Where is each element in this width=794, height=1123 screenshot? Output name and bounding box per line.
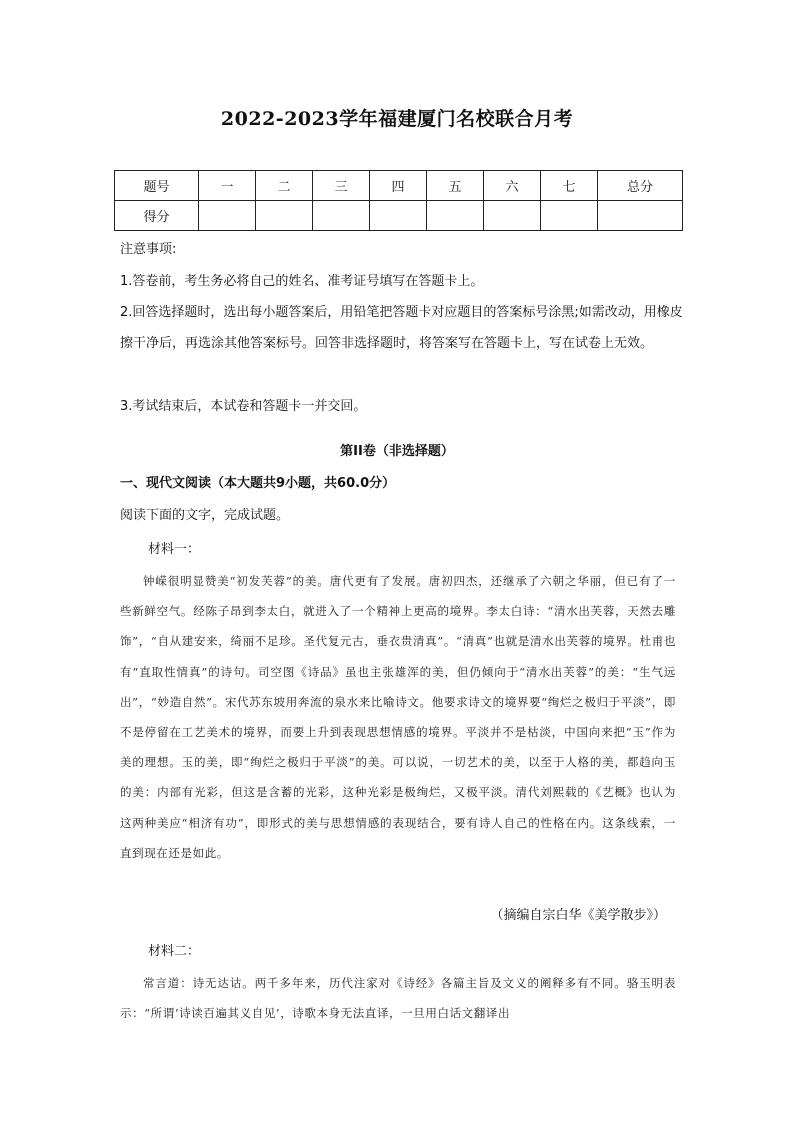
- header-cell: 七: [541, 171, 598, 201]
- exam-title: 2022-2023学年福建厦门名校联合月考: [220, 108, 574, 130]
- score-cell[interactable]: [370, 201, 427, 231]
- header-cell: 四: [370, 171, 427, 201]
- score-cell[interactable]: [313, 201, 370, 231]
- score-cell[interactable]: [199, 201, 256, 231]
- header-cell: 五: [427, 171, 484, 201]
- note-item-1: 1.答卷前，考生务必将自己的姓名、准考证号填写在答题卡上。: [120, 274, 484, 289]
- score-row-label: 得分: [115, 201, 199, 231]
- header-cell: 三: [313, 171, 370, 201]
- material-1-label: 材料一：: [148, 542, 201, 557]
- score-cell[interactable]: [598, 201, 683, 231]
- header-cell: 总分: [598, 171, 683, 201]
- header-cell: 一: [199, 171, 256, 201]
- header-cell: 六: [484, 171, 541, 201]
- question-heading: 一、现代文阅读（本大题共9小题，共60.0分）: [120, 476, 396, 491]
- material-1-text: 钟嵘很明显赞美“初发芙蓉”的美。唐代更有了发展。唐初四杰，还继承了六朝之华丽，但已有了一些新鲜空气。经陈子昂到李太白，就进入了一个精神上更高的境界。李太白诗：“清水出芙蓉，天然去雕饰”，“自从建安来，绮丽不足珍。圣代复元古，垂衣贵清真”。“清真”也就是清水出芙蓉的境界。杜甫也有“直取性情真”的诗句。司空图《诗品》虽也主张雄浑的美，但仍倾向于“清水出芙蓉”的美：“生气远出”，“妙造自然”。宋代苏东坡用奔流的泉水来比喻诗文。他要求诗文的境界要“绚烂之极归于平淡”，即不是停留在工艺美术的境界，而要上升到表现思想情感的境界。平淡并不是枯淡，中国向来把“玉”作为美的理想。玉的美，即“绚烂之极归于平淡”的美。可以说，一切艺术的美，以至于人格的美，都趋向玉的美：内部有光彩，但这是含蓄的光彩，这种光彩是极绚烂，又极平淡。清代刘熙载的《艺概》也认为这两种美应“相济有功”，即形式的美与思想情感的表现结合，要有诗人自己的性格在内。这条线索，一直到现在还是如此。: [120, 574, 676, 860]
- header-cell: 题号: [115, 171, 199, 201]
- score-cell[interactable]: [256, 201, 313, 231]
- score-table: [114, 170, 683, 231]
- material-2-text: 常言道：诗无达诂。两千多年来，历代注家对《诗经》各篇主旨及文义的阐释多有不同。骆玉明表示：“所谓‘诗读百遍其义自见’，诗歌本身无法直译，一旦用白话文翻译出: [120, 976, 676, 1021]
- material-1-source: （摘编自宗白华《美学散步》）: [490, 908, 666, 923]
- score-table-score-row: [115, 201, 683, 231]
- question-instruction: 阅读下面的文字，完成试题。: [120, 508, 290, 523]
- note-item-2: 2.回答选择题时，选出每小题答案后，用铅笔把答题卡对应题目的答案标号涂黑;如需改动，用橡皮擦干净后，再选涂其他答案标号。回答非选择题时，将答案写在答题卡上，写在试卷上无效。: [120, 305, 683, 351]
- notes-heading: 注意事项:: [120, 242, 177, 257]
- material-2-label: 材料二：: [148, 944, 201, 959]
- score-cell[interactable]: [541, 201, 598, 231]
- section-heading: 第II卷（非选择题）: [340, 444, 454, 459]
- header-cell: 二: [256, 171, 313, 201]
- score-table-header-row: [115, 171, 683, 201]
- note-item-3: 3.考试结束后，本试卷和答题卡一并交回。: [120, 399, 367, 414]
- score-cell[interactable]: [427, 201, 484, 231]
- score-cell[interactable]: [484, 201, 541, 231]
